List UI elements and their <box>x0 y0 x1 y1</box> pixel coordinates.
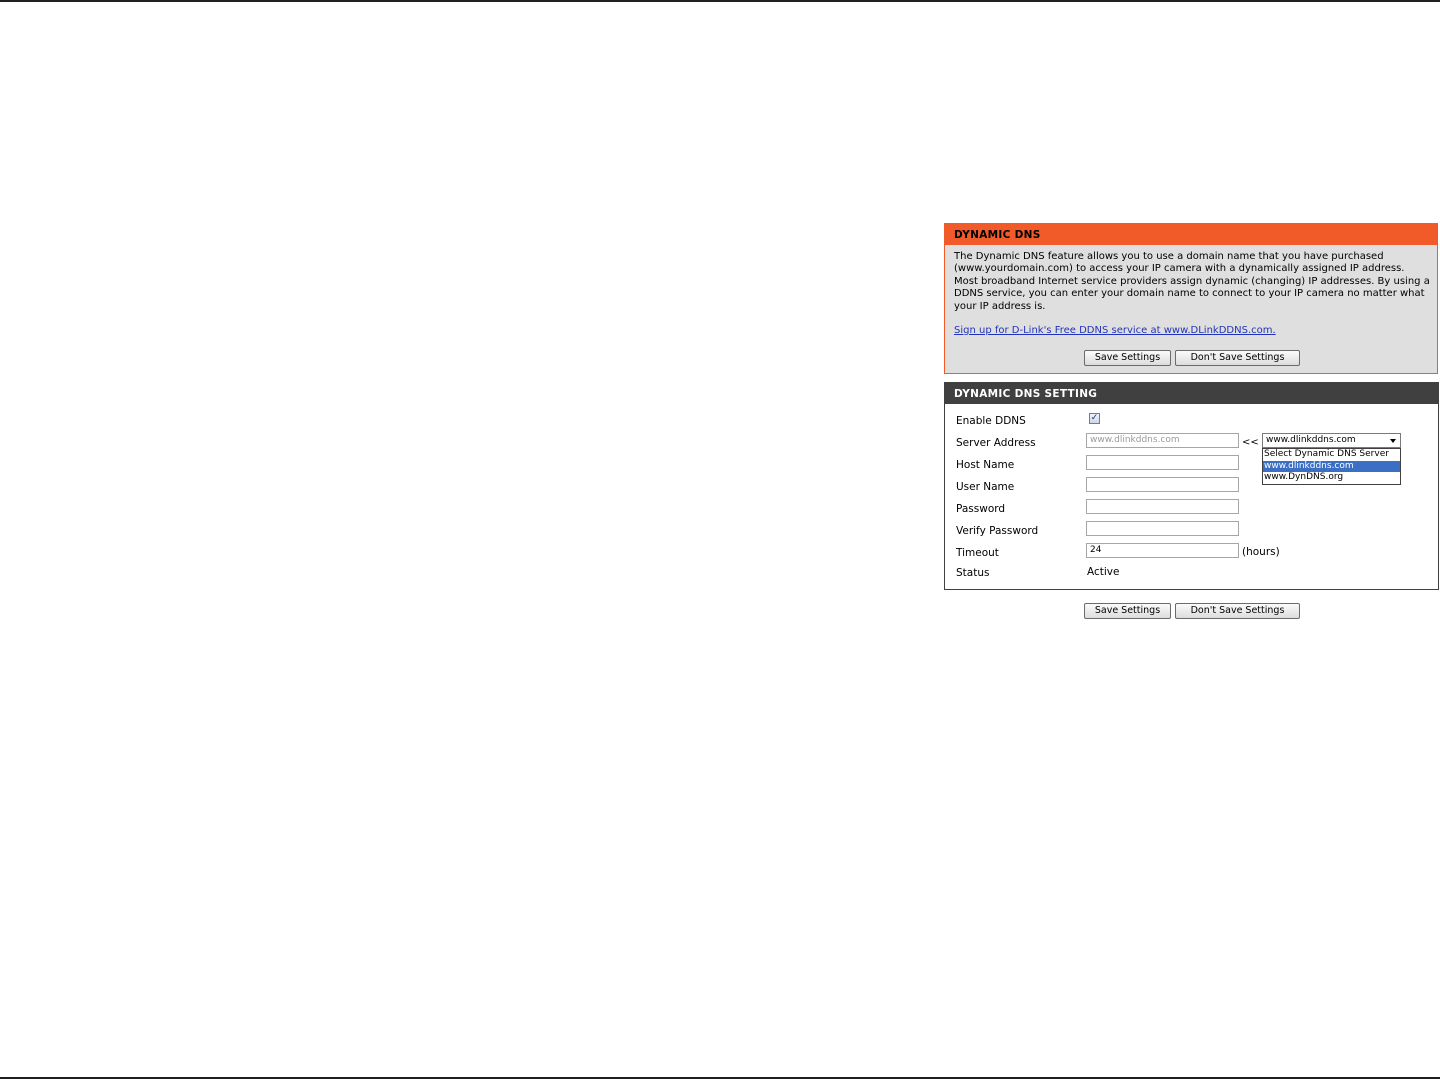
ddns-server-option[interactable]: www.DynDNS.org <box>1264 472 1344 482</box>
enable-ddns-checkbox[interactable]: ✓ <box>1090 413 1099 423</box>
enable-ddns-label: Enable DDNS <box>956 415 1026 427</box>
password-input[interactable] <box>1086 499 1239 514</box>
host-name-label: Host Name <box>956 459 1015 471</box>
server-address-input[interactable]: www.dlinkddns.com <box>1086 433 1239 448</box>
dynamic-dns-description: The Dynamic DNS feature allows you to use a domain name that you have purchased (www.yourdomain.com) to access your IP camera with a dynamically assigned IP address. Most broadband Internet service providers assign dynamic (changing) IP addresses. By using a DDNS service, you can enter your domain name to connect to your IP camera no matter what your IP address is. <box>954 251 1430 312</box>
copy-server-arrows: << <box>1242 437 1259 448</box>
timeout-input[interactable]: 24 <box>1086 543 1239 558</box>
chevron-down-icon <box>1390 439 1396 443</box>
verify-password-input[interactable] <box>1086 521 1239 536</box>
dont-save-settings-button-top[interactable]: Don't Save Settings <box>1175 350 1300 366</box>
verify-password-label: Verify Password <box>956 525 1039 537</box>
password-label: Password <box>956 503 1006 515</box>
dont-save-settings-button[interactable]: Don't Save Settings <box>1175 603 1300 619</box>
dynamic-dns-setting-panel <box>944 382 1439 590</box>
ddns-server-option[interactable]: Select Dynamic DNS Server <box>1264 449 1389 459</box>
ddns-server-option-selected[interactable]: www.dlinkddns.com <box>1263 461 1400 473</box>
timeout-unit: (hours) <box>1242 546 1280 558</box>
host-name-input[interactable] <box>1086 455 1239 470</box>
ddns-server-selected-value: www.dlinkddns.com <box>1266 435 1356 445</box>
status-value: Active <box>1087 566 1120 578</box>
user-name-input[interactable] <box>1086 477 1239 492</box>
ddns-server-select[interactable] <box>1262 433 1401 448</box>
dlink-ddns-signup-link[interactable]: Sign up for D-Link's Free DDNS service at www.DLinkDDNS.com. <box>954 325 1276 336</box>
save-settings-button[interactable]: Save Settings <box>1084 603 1171 619</box>
bottom-rule <box>0 1077 1440 1079</box>
dynamic-dns-info-panel <box>944 223 1438 374</box>
status-label: Status <box>956 567 990 579</box>
server-address-label: Server Address <box>956 437 1036 449</box>
dynamic-dns-setting-title: DYNAMIC DNS SETTING <box>945 383 1438 404</box>
save-settings-button-top[interactable]: Save Settings <box>1084 350 1171 366</box>
ddns-server-dropdown-list <box>1262 448 1401 485</box>
user-name-label: User Name <box>956 481 1015 493</box>
dynamic-dns-title: DYNAMIC DNS <box>945 224 1437 245</box>
timeout-label: Timeout <box>956 547 999 559</box>
top-rule <box>0 0 1440 2</box>
